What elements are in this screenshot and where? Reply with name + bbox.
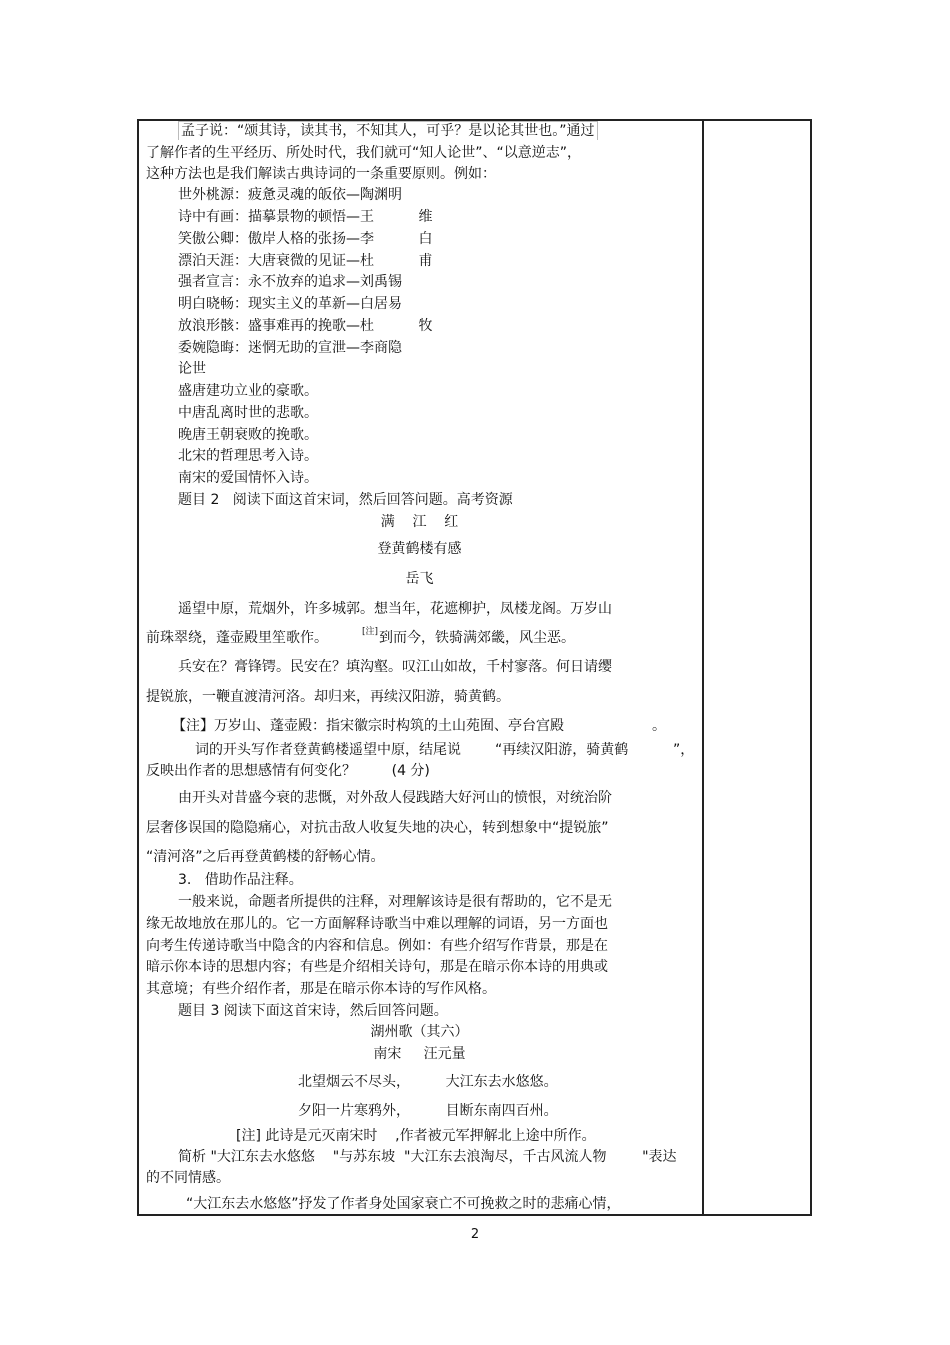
poem-line: 兵安在？膏锋锷。民安在？填沟壑。叹江山如故，千村寥落。何日请缨 [178, 659, 612, 675]
poem-line: 提锐旅，一鞭直渡清河洛。却归来，再续汉阳游，骑黄鹤。 [146, 689, 510, 705]
paragraph1-line3: 这种方法也是我们解读古典诗词的一条重要原则。例如： [146, 166, 496, 182]
question2-label: 题目 2 阅读下面这首宋词，然后回答问题。高考资源 [178, 492, 513, 508]
question2-prompt-quote: “再续汉阳游，骑黄鹤 [495, 742, 629, 758]
note-marker: [注] [362, 627, 379, 637]
lunshi-heading: 论世 [178, 361, 206, 377]
poet-item: 委婉隐晦：迷惘无助的宣泄—李商隐 [178, 340, 402, 356]
paragraph1-line2: 了解作者的生平经历、所处时代，我们就可“知人论世”、“以意逆志”， [146, 145, 582, 161]
poem-line: 前珠翠绕，蓬壶殿里笙歌作。 [146, 630, 328, 646]
question3-prompt-line2: 的不同情感。 [146, 1170, 230, 1186]
paragraph1-line1: 孟子说：“颂其诗，读其书，不知其人，可乎？是以论其世也。”通过 [178, 121, 598, 140]
question3-label: 题目 3 阅读下面这首宋诗，然后回答问题。 [178, 1003, 448, 1019]
question2-prompt: 词的开头写作者登黄鹤楼遥望中原，结尾说 [195, 742, 461, 758]
poet-item: 强者宣言：永不放弃的追求—刘禹锡 [178, 274, 402, 290]
section3-paragraph: 暗示你本诗的思想内容；有些是介绍相关诗句，那是在暗示你本诗的用典或 [146, 959, 608, 975]
lunshi-item: 中唐乱离时世的悲歌。 [178, 405, 318, 421]
poem-title: 满 江 红 [380, 514, 459, 530]
poet-item: 笑傲公卿：傲岸人格的张扬—李 白 [178, 231, 433, 247]
poem-author: 岳飞 [405, 571, 434, 587]
section3-paragraph: 一般来说，命题者所提供的注释，对理解该诗是很有帮助的，它不是无 [178, 894, 612, 910]
question2-prompt-line2: 反映出作者的思想感情有何变化？ (4 分) [146, 763, 430, 779]
poem3-author: 南宋 汪元量 [373, 1046, 466, 1062]
question3-answer: “大江东去水悠悠”抒发了作者身处国家衰亡不可挽救之时的悲痛心情， [186, 1196, 621, 1212]
poem-note: 【注】万岁山、蓬壶殿：指宋徽宗时构筑的土山苑囿、亭台宫殿 [172, 718, 564, 734]
poem-note-end: 。 [652, 718, 666, 734]
poem3-verse: 夕阳一片寒鸦外， 目断东南四百州。 [298, 1103, 558, 1119]
section3-paragraph: 缘无故地放在那儿的。它一方面解释诗歌当中难以理解的词语，另一方面也 [146, 916, 608, 932]
question2-prompt-end: ”， [673, 742, 695, 758]
poem-line: 到而今，铁骑满郊畿，风尘恶。 [379, 630, 575, 646]
poet-item: 漂泊天涯：大唐衰微的见证—杜 甫 [178, 253, 433, 269]
lunshi-item: 北宋的哲理思考入诗。 [178, 448, 318, 464]
lunshi-item: 盛唐建功立业的豪歌。 [178, 383, 318, 399]
poem-subtitle: 登黄鹤楼有感 [377, 541, 462, 557]
poem3-verse: 北望烟云不尽头， 大江东去水悠悠。 [298, 1074, 558, 1090]
section3-paragraph: 向考生传递诗歌当中隐含的内容和信息。例如：有些介绍写作背景，那是在 [146, 938, 608, 954]
poem-line: 遥望中原，荒烟外，许多城郭。想当年，花遮柳护，凤楼龙阁。万岁山 [178, 601, 612, 617]
page-number: 2 [470, 1227, 480, 1242]
answer-line: “清河洛”之后再登黄鹤楼的舒畅心情。 [146, 849, 385, 865]
lunshi-item: 南宋的爱国情怀入诗。 [178, 470, 318, 486]
poet-item: 诗中有画：描摹景物的顿悟—王 维 [178, 209, 433, 225]
section3-heading: 3. 借助作品注释。 [178, 872, 303, 888]
poem3-note: [注] 此诗是元灭南宋时 ,作者被元军押解北上途中所作。 [236, 1128, 596, 1144]
question3-prompt: 简析 "大江东去水悠悠 "与苏东坡 "大江东去浪淘尽，千古风流人物 "表达 [178, 1149, 677, 1165]
poet-item: 世外桃源：疲惫灵魂的皈依—陶渊明 [178, 187, 402, 203]
answer-line: 层奢侈误国的隐隐痛心，对抗击敌人收复失地的决心，转到想象中“提锐旅” [146, 820, 609, 836]
poet-item: 放浪形骸：盛事难再的挽歌—杜 牧 [178, 318, 433, 334]
poet-item: 明白晓畅：现实主义的革新—白居易 [178, 296, 402, 312]
answer-line: 由开头对昔盛今衰的悲慨，对外敌人侵践踏大好河山的愤恨，对统治阶 [178, 790, 612, 806]
lunshi-item: 晚唐王朝衰败的挽歌。 [178, 427, 318, 443]
table-column-divider [702, 119, 704, 1216]
poem3-title: 湖州歌（其六） [370, 1024, 469, 1040]
section3-paragraph: 其意境；有些介绍作者，那是在暗示你本诗的写作风格。 [146, 981, 496, 997]
